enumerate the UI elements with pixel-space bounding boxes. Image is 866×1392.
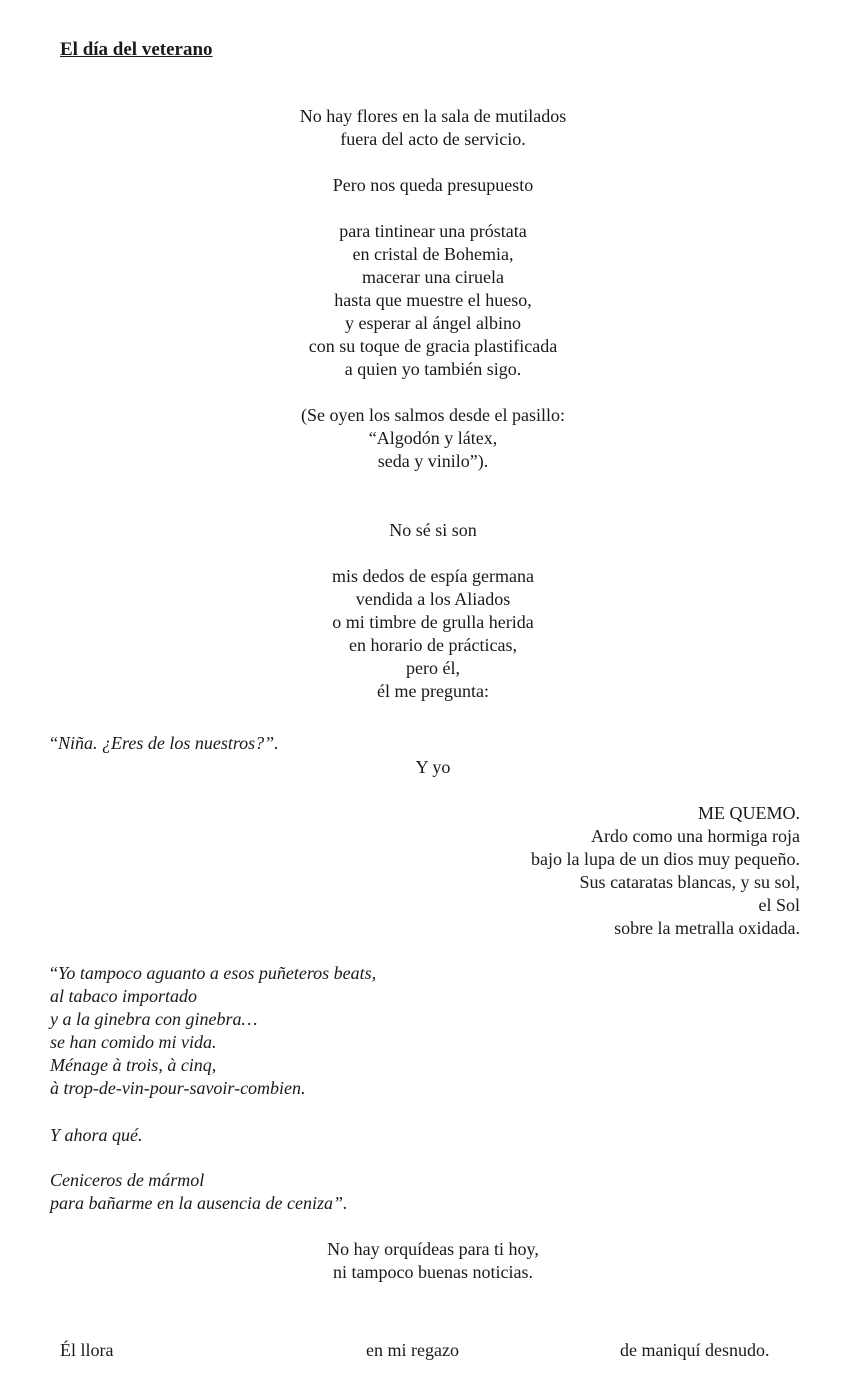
- stanza-5: [0, 519, 866, 542]
- poem-title: El día del veterano: [60, 39, 213, 60]
- final-line-part-2: en mi regazo: [366, 1340, 459, 1360]
- poem-line: sobre la metralla oxidada.: [614, 918, 800, 938]
- stanza-end: [0, 1238, 866, 1284]
- poem-line: en horario de prácticas,: [349, 635, 517, 655]
- quote-text: Yo tampoco aguanto a esos puñeteros beats,: [58, 963, 377, 983]
- poem-line: al tabaco importado: [50, 986, 197, 1006]
- poem-line: vendida a los Aliados: [355, 589, 511, 609]
- poem-line: No hay flores en la sala de mutilados: [299, 106, 567, 126]
- poem-line: Ceniceros de mármol: [50, 1170, 205, 1190]
- poem-line: Ardo como una hormiga roja: [591, 826, 800, 846]
- poem-line: fuera del acto de servicio.: [340, 129, 526, 149]
- poem-line: y esperar al ángel albino: [345, 313, 521, 333]
- poem-line: (Se oyen los salmos desde el pasillo:: [301, 405, 565, 425]
- opening-quote: “: [50, 963, 58, 983]
- poem-line: y a la ginebra con ginebra…: [50, 1009, 258, 1029]
- stanza-4: [0, 404, 866, 473]
- poem-line: o mi timbre de grulla herida: [332, 612, 534, 632]
- poem-line: Pero nos queda presupuesto: [332, 175, 534, 195]
- quote-beats: [50, 962, 376, 1100]
- poem-line: macerar una ciruela: [362, 267, 504, 287]
- stanza-right: [531, 802, 800, 940]
- poem-line: para tintinear una próstata: [339, 221, 527, 241]
- poem-line: pero él,: [406, 658, 460, 678]
- poem-line: a quien yo también sigo.: [344, 359, 522, 379]
- y-yo-line: [0, 756, 866, 779]
- poem-line: él me pregunta:: [377, 681, 489, 701]
- quote-text: Niña. ¿Eres de los nuestros?”.: [58, 733, 279, 753]
- poem-line: Ménage à trois, à cinq,: [50, 1055, 217, 1075]
- final-line-part-3: de maniquí desnudo.: [620, 1340, 770, 1360]
- poem-line: No sé si son: [389, 520, 477, 540]
- poem-line: [50, 962, 376, 985]
- poem-line: “Algodón y látex,: [368, 428, 498, 448]
- poem-line: mis dedos de espía germana: [332, 566, 534, 586]
- opening-quote: “: [50, 733, 58, 753]
- poem-line: ME QUEMO.: [698, 803, 800, 823]
- poem-line: para bañarme en la ausencia de ceniza”.: [50, 1193, 348, 1213]
- quote-y-ahora: [50, 1124, 143, 1147]
- stanza-2: [0, 174, 866, 197]
- poem-line: bajo la lupa de un dios muy pequeño.: [531, 849, 800, 869]
- poem-line: se han comido mi vida.: [50, 1032, 217, 1052]
- poem-line: Y ahora qué.: [50, 1125, 143, 1145]
- quote-nina: [50, 732, 279, 755]
- final-line-part-1: Él llora: [60, 1340, 114, 1360]
- stanza-1: [0, 105, 866, 151]
- poem-line: con su toque de gracia plastificada: [308, 336, 558, 356]
- poem-line: seda y vinilo”).: [377, 451, 489, 471]
- quote-ceniceros: [50, 1169, 347, 1215]
- poem-line: el Sol: [758, 895, 800, 915]
- poem-line: ni tampoco buenas noticias.: [333, 1262, 533, 1282]
- poem-line: hasta que muestre el hueso,: [334, 290, 532, 310]
- poem-line: Y yo: [415, 757, 451, 777]
- poem-line: [50, 732, 279, 755]
- stanza-6: [0, 565, 866, 703]
- poem-line: en cristal de Bohemia,: [352, 244, 514, 264]
- poem-line: Sus cataratas blancas, y su sol,: [579, 872, 800, 892]
- poem-line: à trop-de-vin-pour-savoir-combien.: [50, 1078, 306, 1098]
- stanza-3: [0, 220, 866, 381]
- poem-line: No hay orquídeas para ti hoy,: [327, 1239, 539, 1259]
